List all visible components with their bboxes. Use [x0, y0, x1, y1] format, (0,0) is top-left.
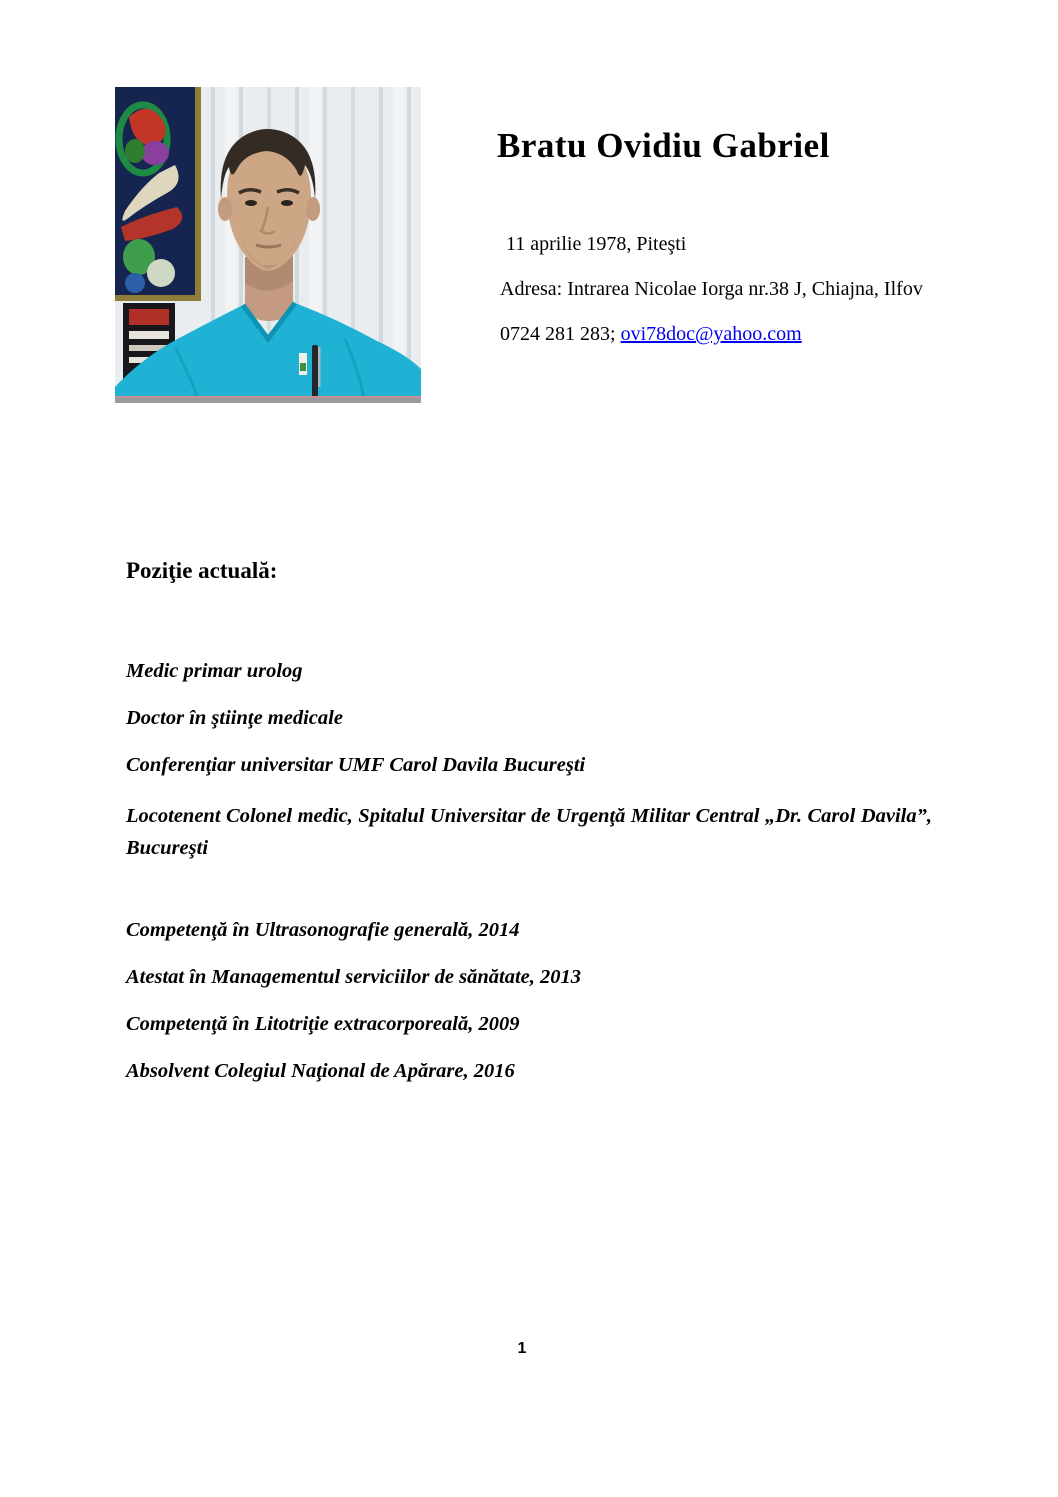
birth-info: 11 aprilie 1978, Piteşti [506, 233, 687, 255]
position-item: Competenţă în Litotriţie extracorporeală, 2009 [126, 1013, 520, 1035]
profile-photo-art [115, 87, 421, 403]
page-number: 1 [517, 1340, 527, 1357]
phone-number: 0724 281 283; [500, 323, 621, 345]
email-link[interactable]: ovi78doc@yahoo.com [620, 323, 802, 345]
person-name: Bratu Ovidiu Gabriel [497, 126, 830, 165]
position-item: Atestat în Managementul serviciilor de sănătate, 2013 [126, 966, 582, 988]
address-line: Adresa: Intrarea Nicolae Iorga nr.38 J, Chiajna, Ilfov [500, 278, 923, 300]
position-item: Competenţă în Ultrasonografie generală, 2014 [126, 919, 520, 941]
painting [115, 87, 201, 301]
section-heading-pozitie-actuala: Poziţie actuală: [126, 558, 278, 583]
position-item: Absolvent Colegiul Naţional de Apărare, 2016 [126, 1060, 515, 1082]
position-item: Locotenent Colonel medic, Spitalul Universitar de Urgenţă Militar Central „Dr. Carol Davila”, Bucureşti [126, 805, 932, 859]
position-item: Conferenţiar universitar UMF Carol Davila Bucureşti [126, 754, 586, 776]
profile-photo [115, 87, 421, 403]
phone-line [500, 323, 802, 346]
position-item: Doctor în ştiinţe medicale [126, 707, 343, 729]
position-item: Medic primar urolog [126, 660, 303, 682]
